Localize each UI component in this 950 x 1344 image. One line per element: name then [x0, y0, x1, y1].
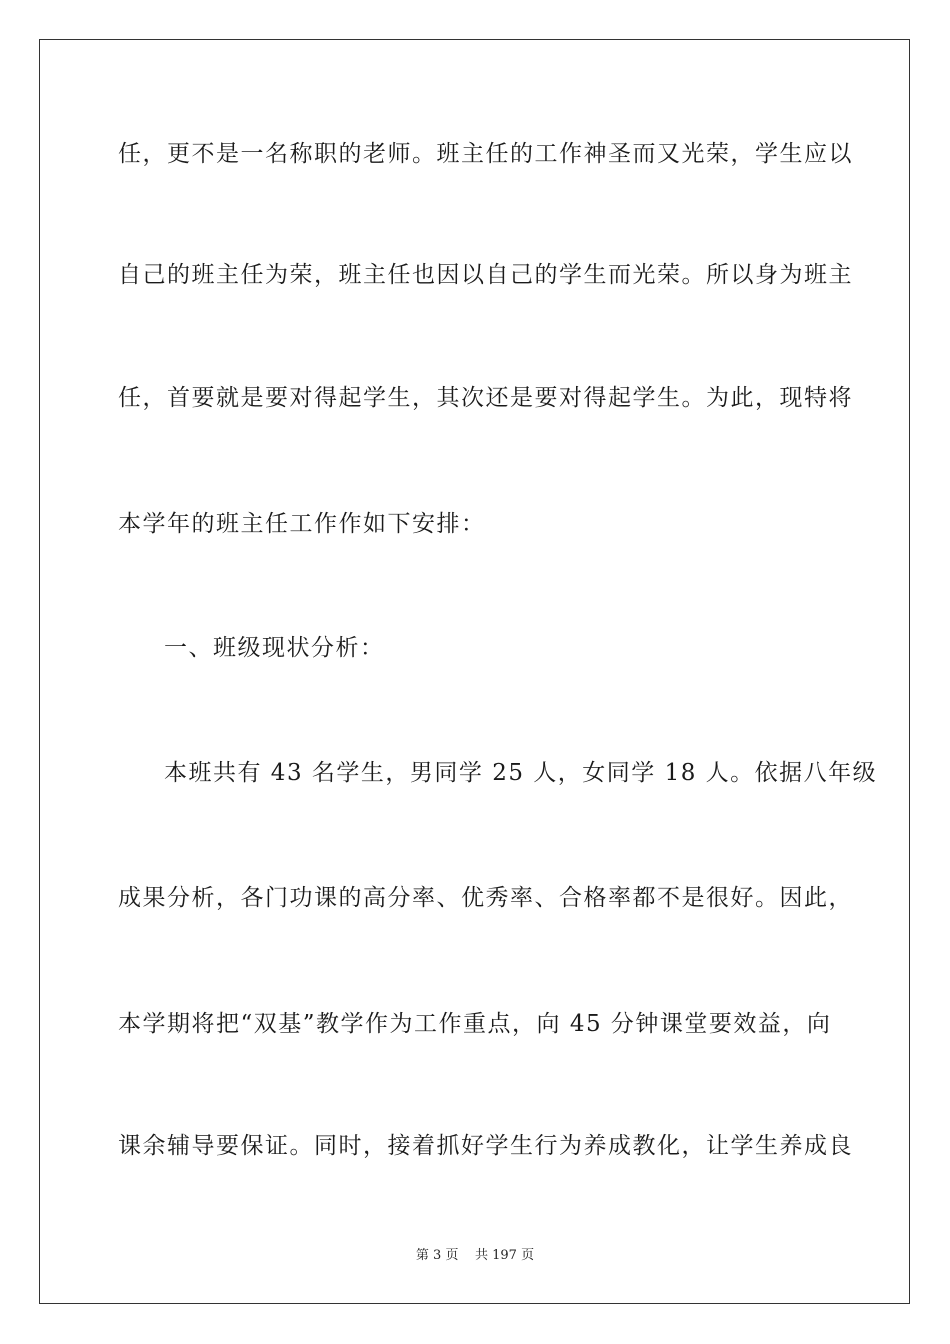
body-line-8: 本学期将把“双基”教学作为工作重点，向 45 分钟课堂要效益，向	[118, 1011, 832, 1037]
page-border	[39, 39, 910, 1304]
body-line-9: 课余辅导要保证。同时，接着抓好学生行为养成教化，让学生养成良	[118, 1133, 853, 1159]
page-footer	[0, 1247, 950, 1265]
body-line-4: 本学年的班主任工作作如下安排：	[118, 511, 486, 537]
current-page-number: 第 3 页	[415, 1248, 459, 1263]
body-line-1: 任，更不是一名称职的老师。班主任的工作神圣而又光荣，学生应以	[118, 141, 853, 167]
body-line-2: 自己的班主任为荣，班主任也因以自己的学生而光荣。所以身为班主	[118, 262, 853, 288]
body-line-6: 本班共有 43 名学生，男同学 25 人，女同学 18 人。依据八年级	[164, 760, 878, 786]
body-line-7: 成果分析，各门功课的高分率、优秀率、合格率都不是很好。因此，	[118, 885, 853, 911]
section-heading: 一、班级现状分析：	[164, 635, 385, 661]
body-line-3: 任，首要就是要对得起学生，其次还是要对得起学生。为此，现特将	[118, 385, 853, 411]
total-pages: 共 197 页	[475, 1248, 535, 1263]
